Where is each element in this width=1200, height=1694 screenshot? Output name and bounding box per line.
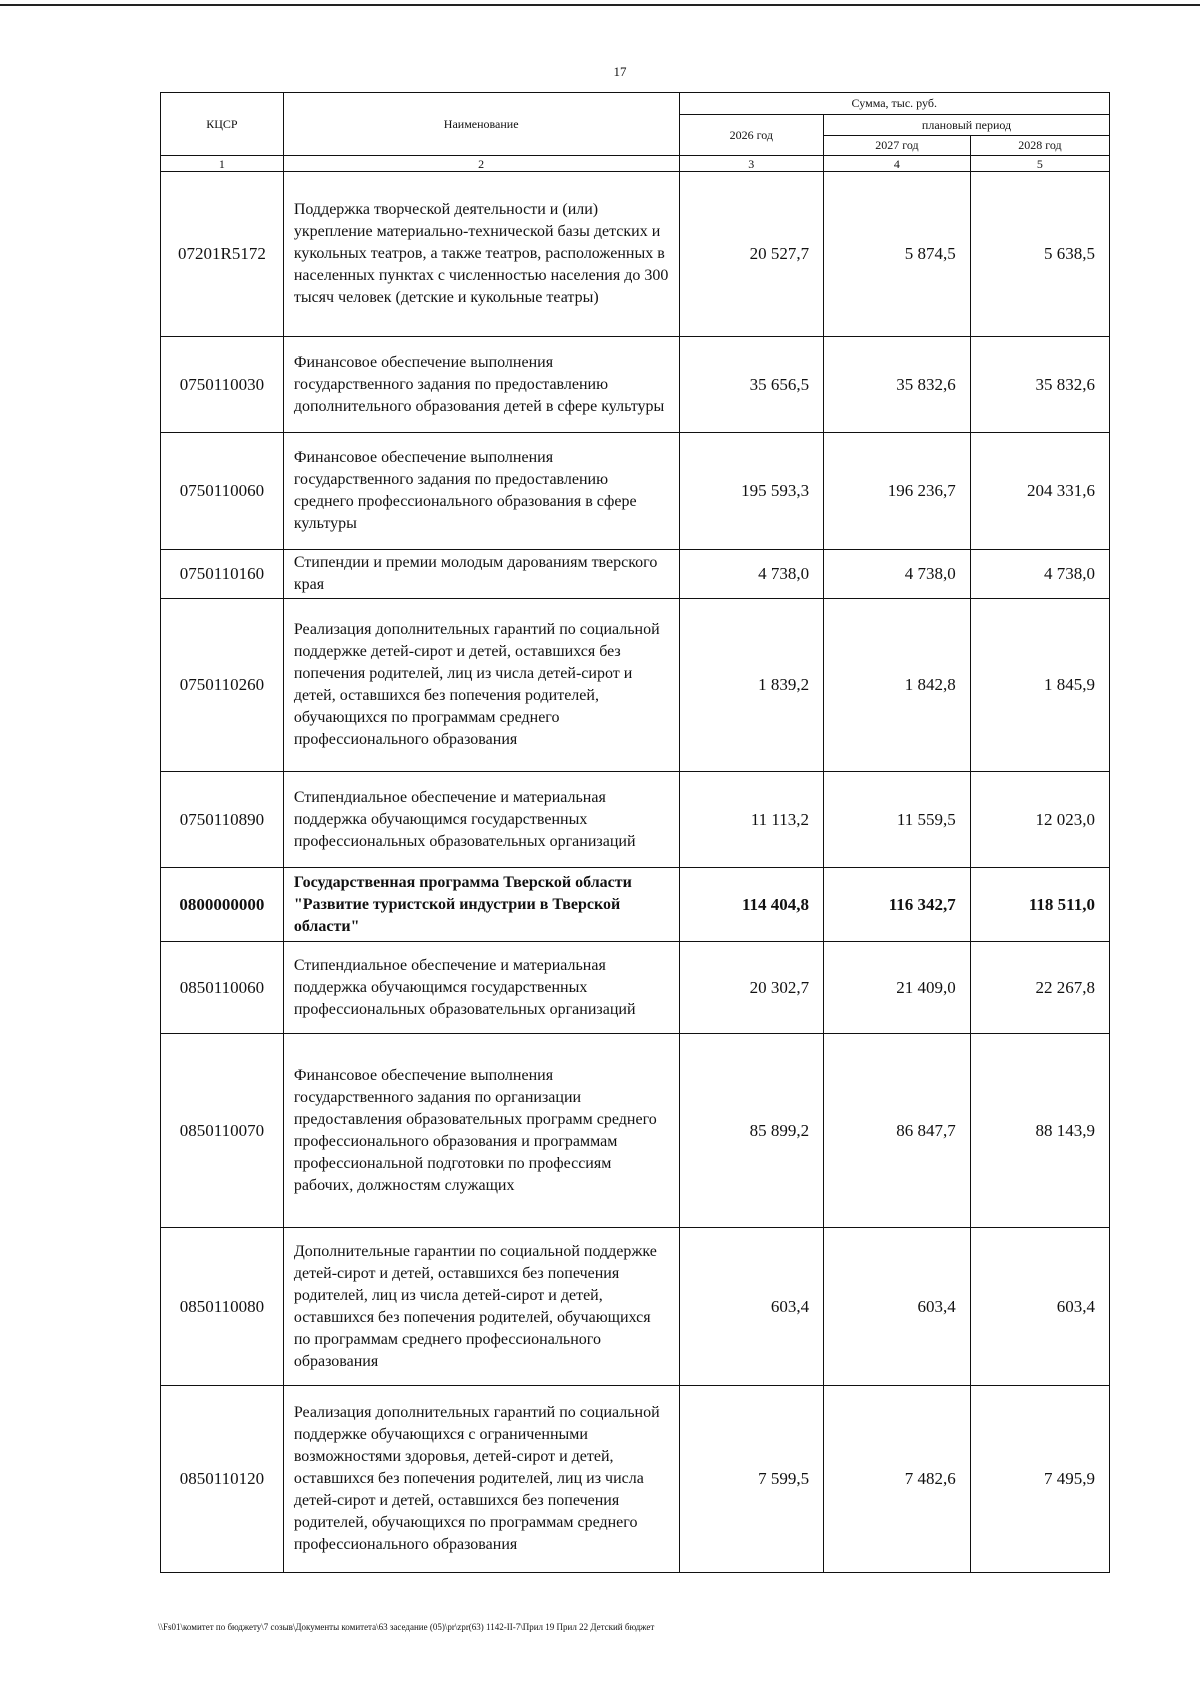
header-2026: 2026 год [679, 115, 824, 156]
row-code: 0750110890 [161, 772, 284, 868]
row-code: 0750110030 [161, 337, 284, 433]
header-2027: 2027 год [824, 136, 971, 156]
row-value-2028: 88 143,9 [970, 1034, 1109, 1228]
row-value-2027: 5 874,5 [824, 172, 971, 337]
table-row [161, 172, 1110, 337]
row-name: Финансовое обеспечение выполнения государственного задания по предоставлению дополнительного образования детей в сфере культуры [283, 337, 679, 433]
row-value-2026: 603,4 [679, 1228, 824, 1386]
row-name: Государственная программа Тверской области "Развитие туристской индустрии в Тверской области" [283, 868, 679, 942]
row-value-2026: 4 738,0 [679, 550, 824, 599]
column-number-row [161, 156, 1110, 172]
row-code: 0850110070 [161, 1034, 284, 1228]
table-row [161, 1034, 1110, 1228]
header-2028: 2028 год [970, 136, 1109, 156]
table-row [161, 337, 1110, 433]
col-number: 5 [970, 156, 1109, 172]
row-code: 0750110260 [161, 599, 284, 772]
header-code: КЦСР [161, 93, 284, 156]
row-value-2028: 12 023,0 [970, 772, 1109, 868]
row-value-2026: 20 302,7 [679, 942, 824, 1034]
table-row [161, 599, 1110, 772]
row-value-2027: 7 482,6 [824, 1386, 971, 1573]
row-value-2027: 116 342,7 [824, 868, 971, 942]
row-code: 07201R5172 [161, 172, 284, 337]
row-code: 0750110060 [161, 433, 284, 550]
row-code: 0850110120 [161, 1386, 284, 1573]
row-value-2028: 1 845,9 [970, 599, 1109, 772]
row-code: 0850110060 [161, 942, 284, 1034]
row-value-2028: 204 331,6 [970, 433, 1109, 550]
row-value-2027: 11 559,5 [824, 772, 971, 868]
header-sum: Сумма, тыс. руб. [679, 93, 1110, 115]
row-value-2027: 196 236,7 [824, 433, 971, 550]
table-row [161, 772, 1110, 868]
row-value-2026: 1 839,2 [679, 599, 824, 772]
row-name: Дополнительные гарантии по социальной поддержке детей-сирот и детей, оставшихся без попечения родителей, лиц из числа детей-сирот и детей, оставшихся без попечения родителей, обучающихся по программам среднего профессионального образования [283, 1228, 679, 1386]
row-name: Стипендиальное обеспечение и материальная поддержка обучающимся государственных профессиональных образовательных организаций [283, 942, 679, 1034]
row-name: Финансовое обеспечение выполнения государственного задания по организации предоставления образовательных программ среднего профессионального образования и программам профессиональной подготовки по профессиям рабочих, должностям служащих [283, 1034, 679, 1228]
row-value-2026: 85 899,2 [679, 1034, 824, 1228]
row-value-2027: 21 409,0 [824, 942, 971, 1034]
row-value-2028: 35 832,6 [970, 337, 1109, 433]
row-value-2028: 7 495,9 [970, 1386, 1109, 1573]
row-value-2026: 11 113,2 [679, 772, 824, 868]
page-number: 17 [613, 64, 627, 79]
row-value-2028: 22 267,8 [970, 942, 1109, 1034]
row-name: Финансовое обеспечение выполнения государственного задания по предоставлению среднего профессионального образования в сфере культуры [283, 433, 679, 550]
row-value-2026: 20 527,7 [679, 172, 824, 337]
row-name: Стипендии и премии молодым дарованиям тверского края [283, 550, 679, 599]
table-row [161, 1228, 1110, 1386]
row-name: Поддержка творческой деятельности и (или) укрепление материально-технической базы детских и кукольных театров, а также театров, расположенных в населенных пунктах с численностью населения до 300 тысяч человек (детские и кукольные театры) [283, 172, 679, 337]
row-value-2027: 603,4 [824, 1228, 971, 1386]
row-value-2026: 195 593,3 [679, 433, 824, 550]
row-value-2027: 35 832,6 [824, 337, 971, 433]
header-name: Наименование [283, 93, 679, 156]
header-row-1 [161, 93, 1110, 115]
col-number: 1 [161, 156, 284, 172]
footer-file-path: \\Fs01\комитет по бюджету\7 созыв\Документы комитета\63 заседание (05)\pr\zpr(63) 1142-II-7\Прил 19 Прил 22 Детский бюджет [158, 1622, 655, 1632]
header-plan-period: плановый период [824, 115, 1110, 136]
row-name: Реализация дополнительных гарантий по социальной поддержке обучающихся с ограниченными возможностями здоровья, детей-сирот и детей, оставшихся без попечения родителей, лиц из числа детей-сирот и детей, оставшихся без попечения родителей, обучающихся по программам среднего профессионального образования [283, 1386, 679, 1573]
col-number: 2 [283, 156, 679, 172]
row-value-2026: 35 656,5 [679, 337, 824, 433]
row-value-2028: 118 511,0 [970, 868, 1109, 942]
row-value-2026: 7 599,5 [679, 1386, 824, 1573]
col-number: 3 [679, 156, 824, 172]
row-value-2027: 86 847,7 [824, 1034, 971, 1228]
budget-table [160, 92, 1110, 1573]
row-value-2028: 4 738,0 [970, 550, 1109, 599]
top-border-line [0, 4, 1200, 6]
table-row [161, 433, 1110, 550]
row-code: 0850110080 [161, 1228, 284, 1386]
row-value-2027: 4 738,0 [824, 550, 971, 599]
table-row [161, 1386, 1110, 1573]
row-value-2027: 1 842,8 [824, 599, 971, 772]
row-name: Стипендиальное обеспечение и материальная поддержка обучающимся государственных профессиональных образовательных организаций [283, 772, 679, 868]
col-number: 4 [824, 156, 971, 172]
row-code: 0750110160 [161, 550, 284, 599]
row-value-2028: 5 638,5 [970, 172, 1109, 337]
table-row [161, 942, 1110, 1034]
table-row [161, 550, 1110, 599]
row-value-2026: 114 404,8 [679, 868, 824, 942]
table-row-program [161, 868, 1110, 942]
row-code: 0800000000 [161, 868, 284, 942]
row-name: Реализация дополнительных гарантий по социальной поддержке детей-сирот и детей, оставшихся без попечения родителей, лиц из числа детей-сирот и детей, оставшихся без попечения родителей, обучающихся по программам среднего профессионального образования [283, 599, 679, 772]
row-value-2028: 603,4 [970, 1228, 1109, 1386]
